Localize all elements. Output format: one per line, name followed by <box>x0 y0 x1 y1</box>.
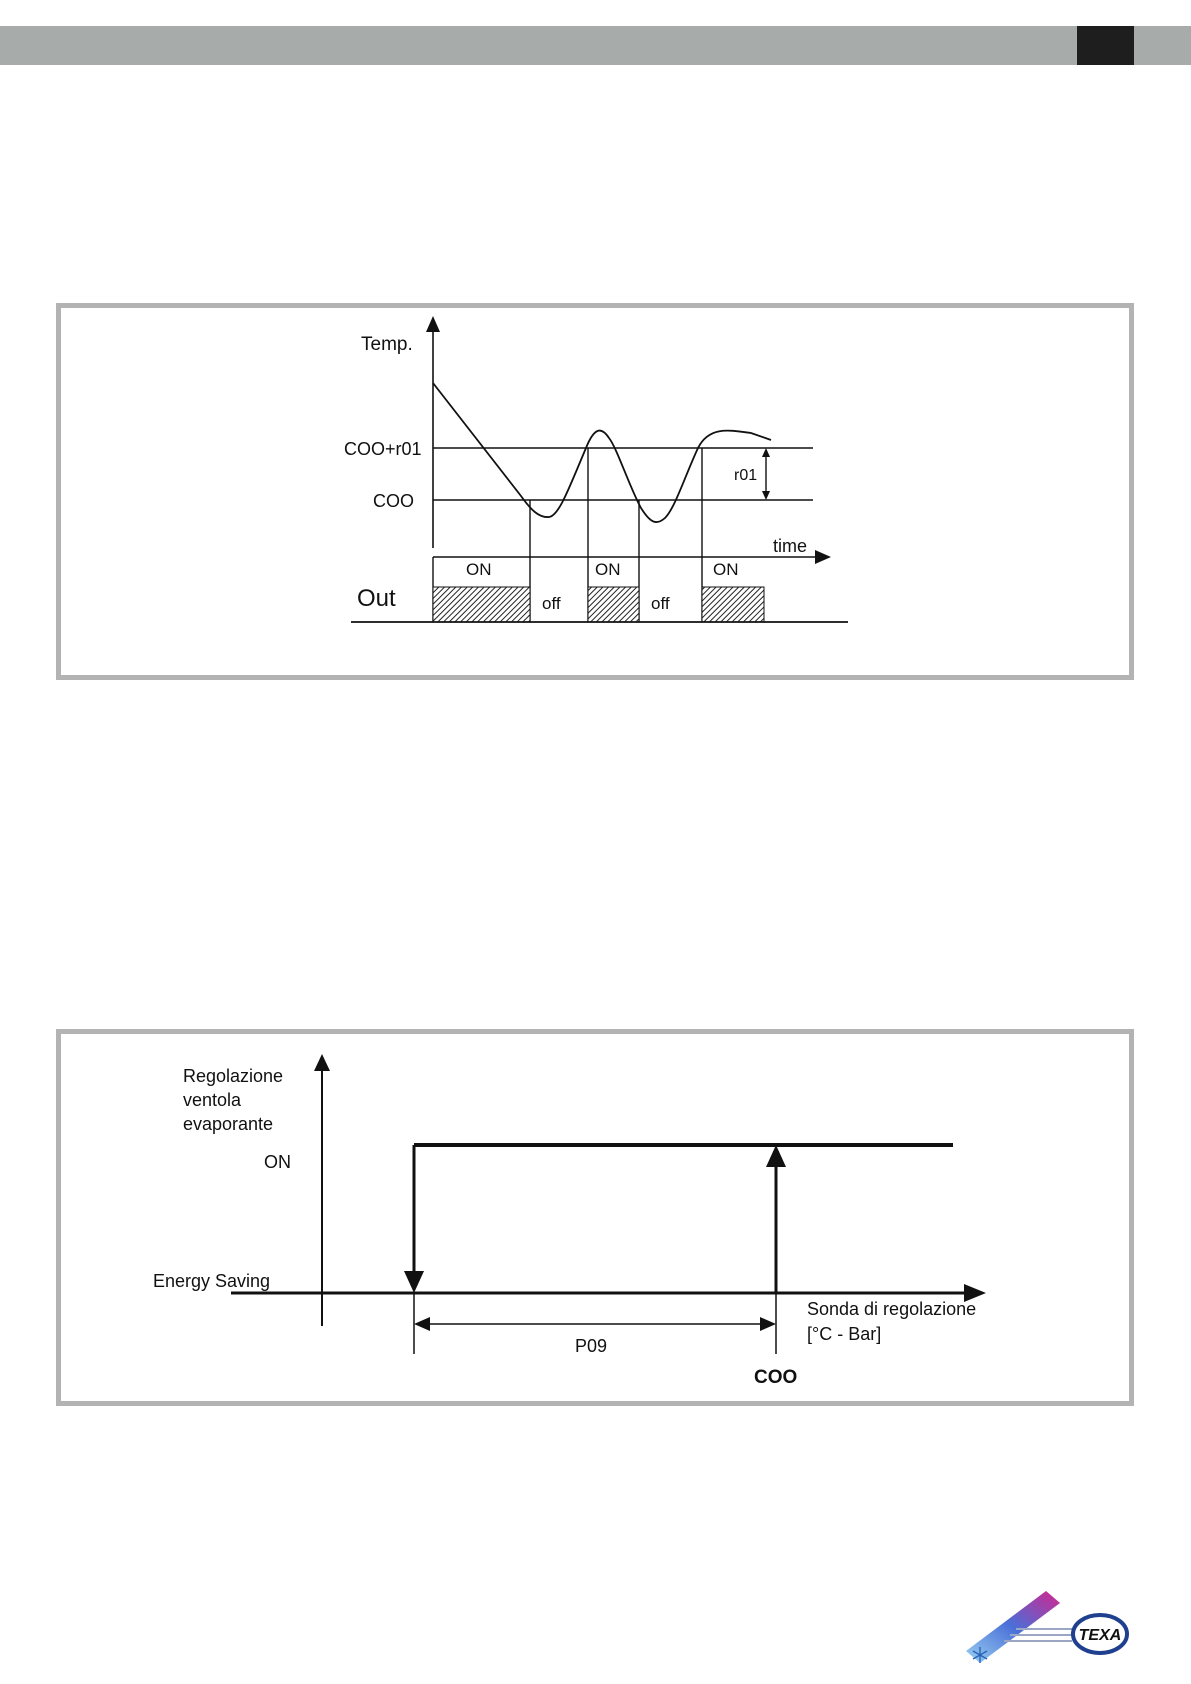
fan-axis-arrow <box>314 1054 330 1071</box>
logo-text: TEXA <box>1078 1627 1122 1644</box>
header-page-tab <box>1077 26 1134 65</box>
temp-axis-label: Temp. <box>361 334 413 355</box>
setpoint-label: COO <box>754 1367 798 1388</box>
probe-axis-label: Sonda di regolazione [°C - Bar] <box>807 1299 977 1344</box>
output-on-bar-1 <box>433 587 530 622</box>
fan-axis-label: Regolazione ventola evaporante <box>183 1066 284 1134</box>
state-label-5: ON <box>713 560 739 579</box>
header-band <box>0 26 1191 65</box>
energy-saving-label: Energy Saving <box>153 1271 271 1291</box>
temp-axis-arrow <box>426 316 440 332</box>
differential-label: r01 <box>734 467 758 484</box>
cycle-diagram-frame <box>56 303 1134 680</box>
fan-regulation-diagram-frame <box>56 1029 1134 1406</box>
state-label-3: ON <box>595 560 621 579</box>
texa-logo <box>960 1585 1135 1670</box>
cycle-diagram <box>61 308 1129 675</box>
p09-label: P09 <box>575 1336 608 1356</box>
output-on-bar-3 <box>702 587 764 622</box>
on-level-label: ON <box>264 1152 291 1172</box>
state-label-1: ON <box>466 560 492 579</box>
fan-regulation-diagram <box>61 1034 1129 1401</box>
output-label: Out <box>357 585 396 612</box>
time-axis-label: time <box>773 536 808 556</box>
temperature-curve <box>433 383 771 522</box>
lower-threshold-label: COO <box>373 491 415 511</box>
output-on-bar-2 <box>588 587 639 622</box>
state-label-2: off <box>542 594 561 613</box>
upper-threshold-label: COO+r01 <box>344 439 422 459</box>
time-axis-arrow <box>815 550 831 564</box>
state-label-4: off <box>651 594 670 613</box>
